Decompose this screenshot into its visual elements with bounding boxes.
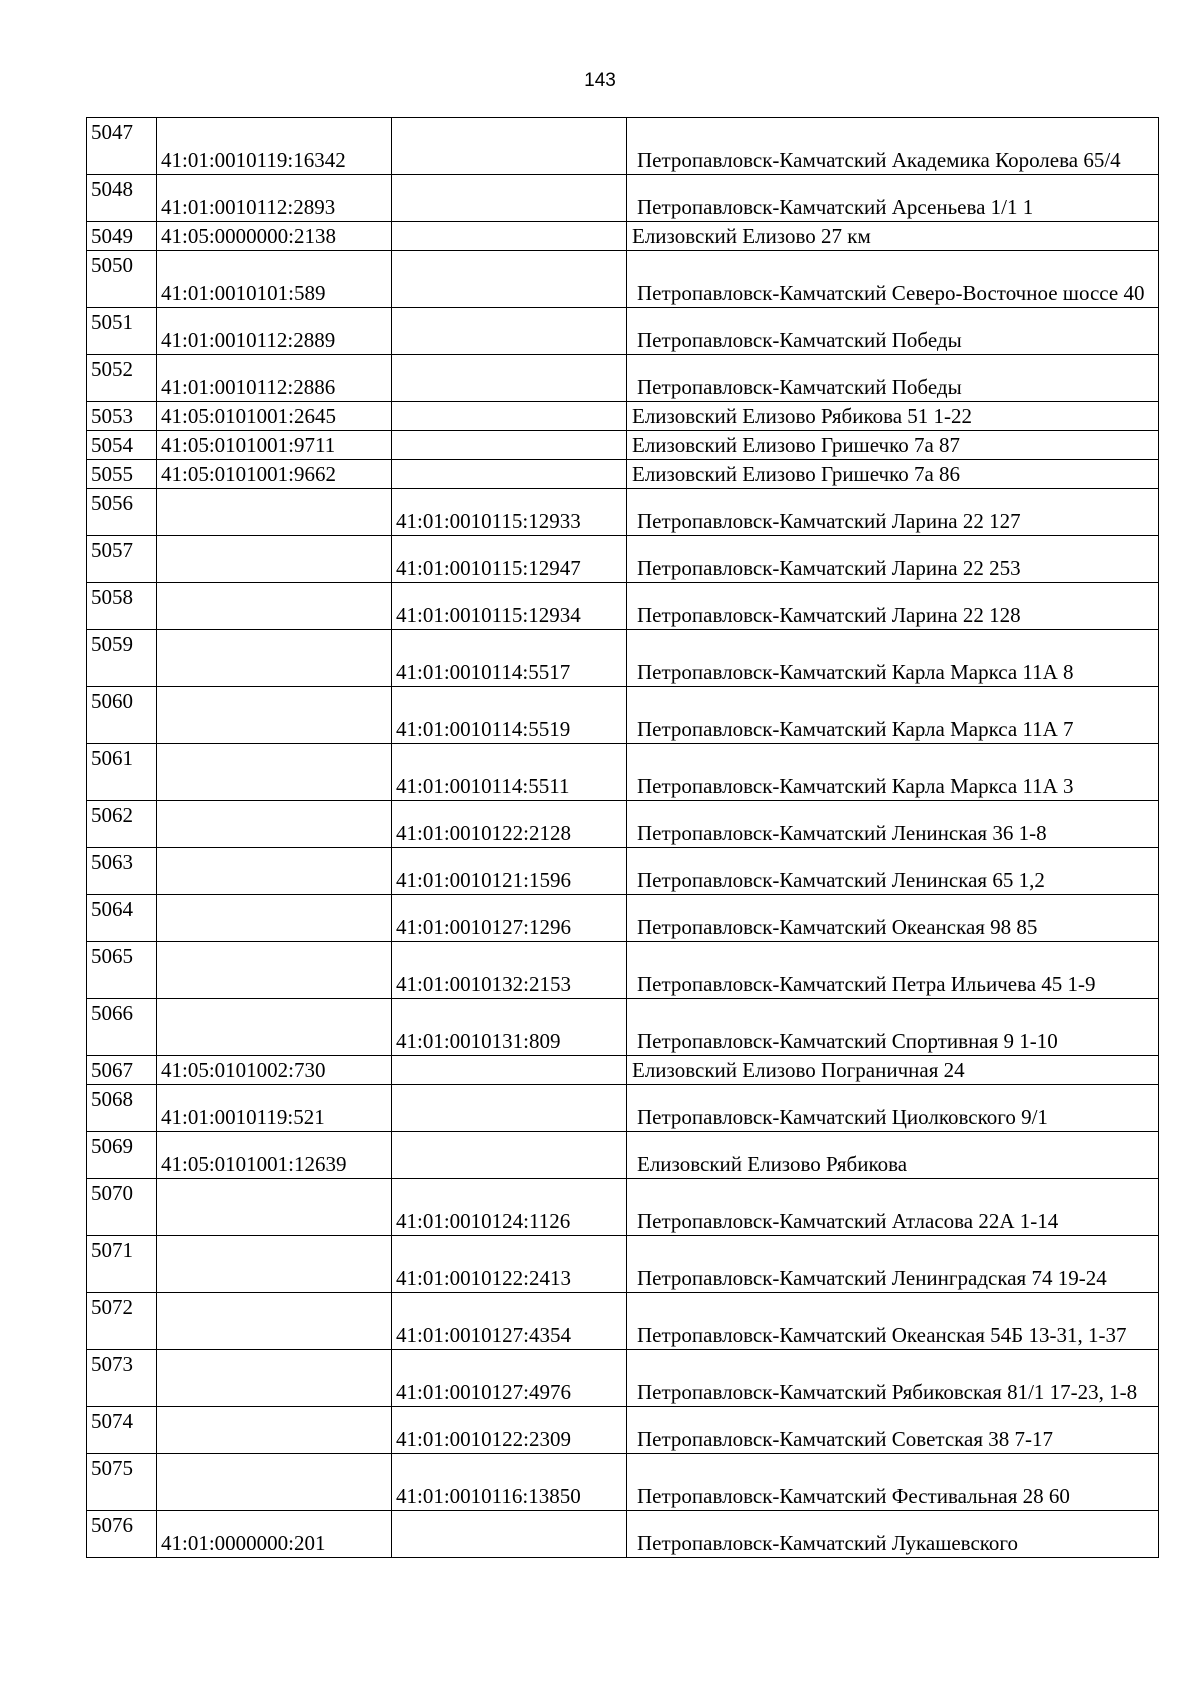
table-row (87, 1293, 1159, 1350)
address-cell: Елизовский Елизово 27 км (627, 222, 1159, 251)
table-row (87, 1511, 1159, 1558)
row-number-cell: 5062 (87, 801, 157, 848)
cadastral-number-cell: 41:01:0010119:521 (157, 1085, 392, 1132)
row-number-cell: 5070 (87, 1179, 157, 1236)
row-number-cell: 5054 (87, 431, 157, 460)
address-cell: Петропавловск-Камчатский Ленинградская 74 19-24 (627, 1236, 1159, 1293)
cadastral-number-cell (157, 801, 392, 848)
cadastral-number-cell (157, 536, 392, 583)
table-row (87, 222, 1159, 251)
table-row (87, 536, 1159, 583)
cadastral-number-alt-cell (392, 118, 627, 175)
cadastral-number-cell (157, 1350, 392, 1407)
table-row (87, 1454, 1159, 1511)
address-cell: Петропавловск-Камчатский Победы (627, 308, 1159, 355)
cadastral-number-cell: 41:05:0101002:730 (157, 1056, 392, 1085)
table-row (87, 1236, 1159, 1293)
row-number-cell: 5060 (87, 687, 157, 744)
table-row (87, 431, 1159, 460)
row-number-cell: 5050 (87, 251, 157, 308)
address-cell: Петропавловск-Камчатский Советская 38 7-17 (627, 1407, 1159, 1454)
cadastral-number-cell: 41:01:0010119:16342 (157, 118, 392, 175)
address-cell: Елизовский Елизово Гришечко 7а 86 (627, 460, 1159, 489)
cadastral-number-cell (157, 1454, 392, 1511)
row-number-cell: 5072 (87, 1293, 157, 1350)
row-number-cell: 5057 (87, 536, 157, 583)
cadastral-number-alt-cell: 41:01:0010127:4354 (392, 1293, 627, 1350)
table-row (87, 1085, 1159, 1132)
row-number-cell: 5061 (87, 744, 157, 801)
table-row (87, 1056, 1159, 1085)
registry-table (86, 117, 1159, 1558)
registry-table-body (87, 118, 1159, 1558)
cadastral-number-cell (157, 848, 392, 895)
row-number-cell: 5049 (87, 222, 157, 251)
cadastral-number-alt-cell (392, 308, 627, 355)
row-number-cell: 5056 (87, 489, 157, 536)
row-number-cell: 5051 (87, 308, 157, 355)
cadastral-number-cell (157, 1179, 392, 1236)
cadastral-number-cell (157, 489, 392, 536)
address-cell: Петропавловск-Камчатский Спортивная 9 1-10 (627, 999, 1159, 1056)
table-row (87, 1407, 1159, 1454)
cadastral-number-alt-cell: 41:01:0010115:12947 (392, 536, 627, 583)
address-cell: Петропавловск-Камчатский Петра Ильичева 45 1-9 (627, 942, 1159, 999)
cadastral-number-cell: 41:01:0010101:589 (157, 251, 392, 308)
cadastral-number-cell (157, 583, 392, 630)
address-cell: Петропавловск-Камчатский Ларина 22 127 (627, 489, 1159, 536)
address-cell: Петропавловск-Камчатский Академика Королева 65/4 (627, 118, 1159, 175)
row-number-cell: 5065 (87, 942, 157, 999)
address-cell: Петропавловск-Камчатский Карла Маркса 11А 3 (627, 744, 1159, 801)
cadastral-number-alt-cell: 41:01:0010115:12934 (392, 583, 627, 630)
address-cell: Петропавловск-Камчатский Северо-Восточное шоссе 40 (627, 251, 1159, 308)
cadastral-number-cell: 41:05:0101001:12639 (157, 1132, 392, 1179)
row-number-cell: 5068 (87, 1085, 157, 1132)
cadastral-number-alt-cell (392, 1085, 627, 1132)
cadastral-number-cell: 41:05:0000000:2138 (157, 222, 392, 251)
address-cell: Петропавловск-Камчатский Арсеньева 1/1 1 (627, 175, 1159, 222)
address-cell: Петропавловск-Камчатский Ленинская 65 1,2 (627, 848, 1159, 895)
address-cell: Елизовский Елизово Гришечко 7а 87 (627, 431, 1159, 460)
cadastral-number-alt-cell (392, 222, 627, 251)
table-row (87, 308, 1159, 355)
row-number-cell: 5067 (87, 1056, 157, 1085)
cadastral-number-alt-cell (392, 1132, 627, 1179)
table-row (87, 1350, 1159, 1407)
cadastral-number-cell: 41:01:0010112:2889 (157, 308, 392, 355)
table-row (87, 460, 1159, 489)
cadastral-number-cell: 41:05:0101001:2645 (157, 402, 392, 431)
row-number-cell: 5075 (87, 1454, 157, 1511)
address-cell: Петропавловск-Камчатский Океанская 98 85 (627, 895, 1159, 942)
cadastral-number-alt-cell: 41:01:0010114:5519 (392, 687, 627, 744)
address-cell: Петропавловск-Камчатский Ленинская 36 1-8 (627, 801, 1159, 848)
cadastral-number-alt-cell: 41:01:0010127:4976 (392, 1350, 627, 1407)
cadastral-number-alt-cell: 41:01:0010131:809 (392, 999, 627, 1056)
address-cell: Петропавловск-Камчатский Атласова 22А 1-14 (627, 1179, 1159, 1236)
address-cell: Петропавловск-Камчатский Победы (627, 355, 1159, 402)
table-row (87, 801, 1159, 848)
cadastral-number-alt-cell: 41:01:0010121:1596 (392, 848, 627, 895)
address-cell: Елизовский Елизово Рябикова 51 1-22 (627, 402, 1159, 431)
cadastral-number-alt-cell: 41:01:0010127:1296 (392, 895, 627, 942)
cadastral-number-cell (157, 942, 392, 999)
cadastral-number-cell (157, 1293, 392, 1350)
cadastral-number-cell: 41:05:0101001:9662 (157, 460, 392, 489)
cadastral-number-cell (157, 1407, 392, 1454)
address-cell: Петропавловск-Камчатский Карла Маркса 11А 8 (627, 630, 1159, 687)
cadastral-number-cell (157, 630, 392, 687)
address-cell: Елизовский Елизово Пограничная 24 (627, 1056, 1159, 1085)
cadastral-number-alt-cell: 41:01:0010122:2413 (392, 1236, 627, 1293)
row-number-cell: 5076 (87, 1511, 157, 1558)
table-row (87, 251, 1159, 308)
address-cell: Петропавловск-Камчатский Рябиковская 81/1 17-23, 1-8 (627, 1350, 1159, 1407)
row-number-cell: 5071 (87, 1236, 157, 1293)
cadastral-number-cell: 41:01:0000000:201 (157, 1511, 392, 1558)
cadastral-number-alt-cell (392, 1056, 627, 1085)
table-row (87, 999, 1159, 1056)
table-row (87, 402, 1159, 431)
row-number-cell: 5052 (87, 355, 157, 402)
table-row (87, 175, 1159, 222)
row-number-cell: 5048 (87, 175, 157, 222)
row-number-cell: 5047 (87, 118, 157, 175)
row-number-cell: 5055 (87, 460, 157, 489)
row-number-cell: 5073 (87, 1350, 157, 1407)
table-row (87, 1132, 1159, 1179)
row-number-cell: 5059 (87, 630, 157, 687)
table-row (87, 355, 1159, 402)
row-number-cell: 5064 (87, 895, 157, 942)
address-cell: Петропавловск-Камчатский Циолковского 9/1 (627, 1085, 1159, 1132)
address-cell: Петропавловск-Камчатский Ларина 22 128 (627, 583, 1159, 630)
table-row (87, 118, 1159, 175)
address-cell: Петропавловск-Камчатский Лукашевского (627, 1511, 1159, 1558)
cadastral-number-alt-cell: 41:01:0010116:13850 (392, 1454, 627, 1511)
row-number-cell: 5053 (87, 402, 157, 431)
cadastral-number-alt-cell: 41:01:0010122:2309 (392, 1407, 627, 1454)
cadastral-number-cell (157, 895, 392, 942)
row-number-cell: 5069 (87, 1132, 157, 1179)
cadastral-number-alt-cell (392, 251, 627, 308)
cadastral-number-alt-cell (392, 431, 627, 460)
cadastral-number-alt-cell: 41:01:0010114:5511 (392, 744, 627, 801)
cadastral-number-cell: 41:01:0010112:2886 (157, 355, 392, 402)
address-cell: Петропавловск-Камчатский Фестивальная 28 60 (627, 1454, 1159, 1511)
cadastral-number-alt-cell (392, 175, 627, 222)
cadastral-number-alt-cell: 41:01:0010115:12933 (392, 489, 627, 536)
row-number-cell: 5066 (87, 999, 157, 1056)
cadastral-number-alt-cell: 41:01:0010132:2153 (392, 942, 627, 999)
cadastral-number-alt-cell: 41:01:0010114:5517 (392, 630, 627, 687)
cadastral-number-cell (157, 744, 392, 801)
cadastral-number-cell (157, 1236, 392, 1293)
table-row (87, 687, 1159, 744)
cadastral-number-cell (157, 687, 392, 744)
address-cell: Елизовский Елизово Рябикова (627, 1132, 1159, 1179)
row-number-cell: 5074 (87, 1407, 157, 1454)
table-row (87, 489, 1159, 536)
page-number: 143 (584, 70, 616, 91)
table-row (87, 848, 1159, 895)
address-cell: Петропавловск-Камчатский Карла Маркса 11А 7 (627, 687, 1159, 744)
address-cell: Петропавловск-Камчатский Океанская 54Б 13-31, 1-37 (627, 1293, 1159, 1350)
cadastral-number-cell: 41:01:0010112:2893 (157, 175, 392, 222)
table-row (87, 744, 1159, 801)
cadastral-number-alt-cell (392, 355, 627, 402)
cadastral-number-alt-cell (392, 402, 627, 431)
cadastral-number-alt-cell (392, 1511, 627, 1558)
cadastral-number-alt-cell: 41:01:0010122:2128 (392, 801, 627, 848)
address-cell: Петропавловск-Камчатский Ларина 22 253 (627, 536, 1159, 583)
table-row (87, 630, 1159, 687)
table-row (87, 583, 1159, 630)
cadastral-number-alt-cell (392, 460, 627, 489)
row-number-cell: 5058 (87, 583, 157, 630)
cadastral-number-cell (157, 999, 392, 1056)
table-row (87, 1179, 1159, 1236)
cadastral-number-alt-cell: 41:01:0010124:1126 (392, 1179, 627, 1236)
table-row (87, 942, 1159, 999)
cadastral-number-cell: 41:05:0101001:9711 (157, 431, 392, 460)
row-number-cell: 5063 (87, 848, 157, 895)
table-row (87, 895, 1159, 942)
